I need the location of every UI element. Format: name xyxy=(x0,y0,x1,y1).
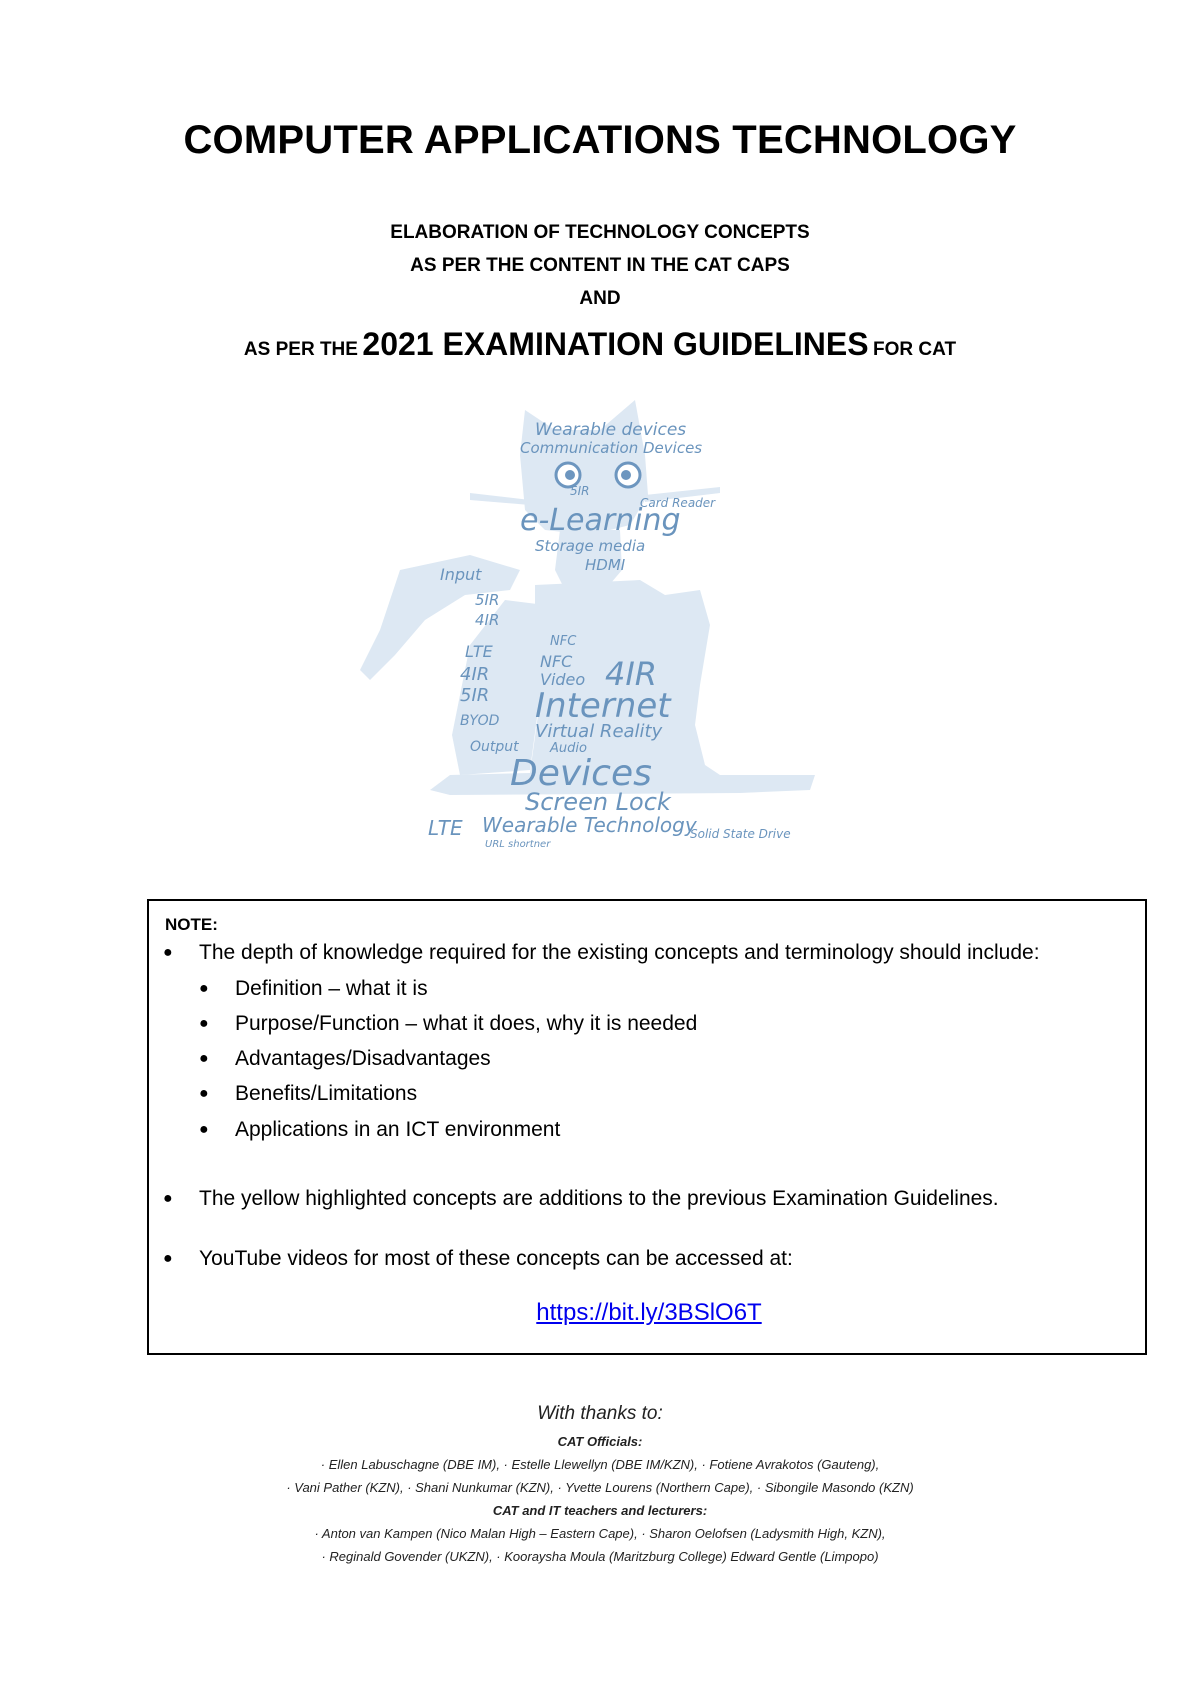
word-cloud-word: LTE xyxy=(428,816,463,840)
officials-line-1: · Ellen Labuschagne (DBE IM), · Estelle Llewellyn (DBE IM/KZN), · Fotiene Avrakotos (Gauteng), xyxy=(320,1457,880,1472)
word-cloud-word: 5IR xyxy=(460,685,490,706)
guidelines-heading xyxy=(0,326,1200,363)
bullet-icon: ● xyxy=(199,980,209,997)
list-item-text: Benefits/Limitations xyxy=(235,1082,418,1105)
word-cloud-word: 5IR xyxy=(570,484,590,498)
bullet-icon: ● xyxy=(199,1085,209,1102)
word-cloud-word: NFC xyxy=(540,652,573,671)
word-cloud-word: Communication Devices xyxy=(520,439,703,457)
word-cloud-word: Internet xyxy=(535,686,671,726)
list-item xyxy=(199,1118,560,1142)
bullet-icon: ● xyxy=(199,1121,209,1138)
bullet-icon: ● xyxy=(199,1015,209,1032)
word-cloud-word: HDMI xyxy=(585,556,626,574)
bullet-icon: ● xyxy=(199,1050,209,1067)
note-bullet-text: YouTube videos for most of these concepts can be accessed at: xyxy=(199,1247,793,1270)
list-item-text: Applications in an ICT environment xyxy=(235,1118,561,1141)
thanks-heading: With thanks to: xyxy=(537,1403,663,1424)
word-cloud-word: Virtual Reality xyxy=(535,721,663,742)
list-item xyxy=(199,1047,491,1071)
subtitle-line-1: ELABORATION OF TECHNOLOGY CONCEPTS xyxy=(390,222,810,243)
word-cloud-word: Devices xyxy=(510,753,652,794)
subtitle-line-2: AS PER THE CONTENT IN THE CAT CAPS xyxy=(410,255,790,276)
word-cloud-word: Screen Lock xyxy=(525,788,671,816)
cat-word-cloud-image xyxy=(360,395,900,865)
word-cloud-word: 5IR xyxy=(475,591,500,609)
subtitle-line-3: AND xyxy=(579,288,621,309)
word-cloud-word: Wearable Technology xyxy=(482,813,697,837)
guidelines-suffix: FOR CAT xyxy=(873,339,957,360)
note-bullet-text: The yellow highlighted concepts are additions to the previous Examination Guidelines. xyxy=(199,1187,999,1210)
word-cloud-word: Card Reader xyxy=(640,496,716,510)
word-cloud-word: Output xyxy=(470,739,519,755)
note-box xyxy=(147,899,1147,1355)
teachers-heading: CAT and IT teachers and lecturers: xyxy=(492,1503,708,1518)
bullet-icon: ● xyxy=(163,1190,173,1207)
teachers-line-2: · Reginald Govender (UKZN), · Kooraysha Moula (Maritzburg College) Edward Gentle (Limpopo) xyxy=(321,1549,879,1564)
list-item-text: Advantages/Disadvantages xyxy=(235,1047,491,1070)
note-bullet-youtube xyxy=(163,1247,793,1271)
note-title: NOTE: xyxy=(165,915,218,934)
word-cloud-word: 4IR xyxy=(475,611,500,629)
guidelines-prefix: AS PER THE xyxy=(243,339,358,360)
word-cloud-word: URL shortner xyxy=(485,839,551,850)
list-item-text: Purpose/Function – what it does, why it is needed xyxy=(235,1012,698,1035)
guidelines-main: 2021 EXAMINATION GUIDELINES xyxy=(362,326,869,362)
word-cloud-word: Solid State Drive xyxy=(690,827,791,841)
word-cloud-word: Audio xyxy=(550,741,587,756)
list-item xyxy=(199,1012,697,1036)
word-cloud-word: LTE xyxy=(465,642,493,661)
note-bullet-depth xyxy=(163,941,1040,965)
bullet-icon: ● xyxy=(163,1250,173,1267)
word-cloud-word: Wearable devices xyxy=(535,420,687,440)
officials-line-2: · Vani Pather (KZN), · Shani Nunkumar (KZN), · Yvette Lourens (Northern Cape), · Sibongile Masondo (KZN) xyxy=(286,1480,914,1495)
word-cloud-word: 4IR xyxy=(605,655,658,693)
youtube-link[interactable]: https://bit.ly/3BSlO6T xyxy=(536,1299,762,1326)
note-bullet-highlight xyxy=(163,1187,999,1211)
word-cloud-word: Input xyxy=(440,565,482,584)
officials-heading: CAT Officials: xyxy=(557,1434,643,1449)
bullet-icon: ● xyxy=(163,944,173,961)
list-item xyxy=(199,1082,417,1106)
word-cloud-word: Storage media xyxy=(535,537,646,555)
list-item-text: Definition – what it is xyxy=(235,977,428,1000)
document-title: COMPUTER APPLICATIONS TECHNOLOGY xyxy=(183,118,1017,162)
teachers-line-1: · Anton van Kampen (Nico Malan High – Eastern Cape), · Sharon Oelofsen (Ladysmith High, KZN), xyxy=(314,1526,886,1541)
word-cloud-word: NFC xyxy=(550,634,577,649)
note-bullet-text: The depth of knowledge required for the existing concepts and terminology should include: xyxy=(199,941,1040,964)
word-cloud-word: Video xyxy=(540,670,586,689)
list-item xyxy=(199,977,428,1001)
word-cloud-word: e-Learning xyxy=(520,503,681,538)
word-cloud-word: BYOD xyxy=(460,713,500,729)
word-cloud-word: 4IR xyxy=(460,664,490,685)
